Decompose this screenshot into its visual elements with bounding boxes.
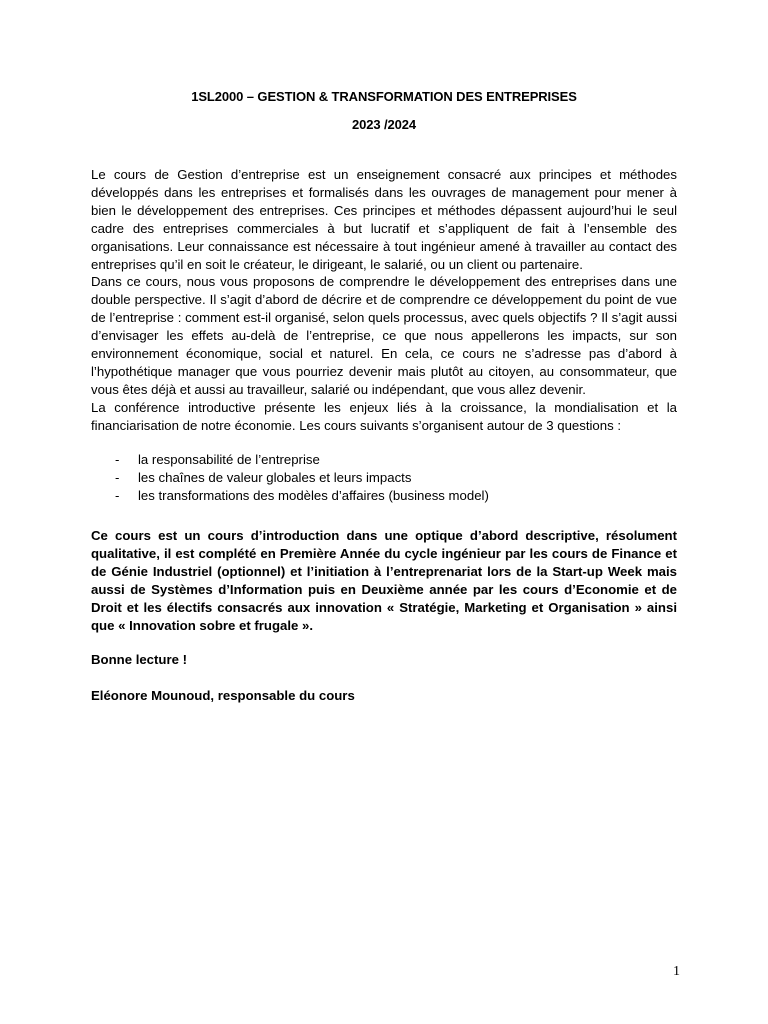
list-item (91, 451, 677, 469)
signature: Eléonore Mounoud, responsable du cours (91, 688, 355, 703)
bullet-marker: - (115, 487, 120, 503)
intro-text (91, 166, 677, 435)
questions-list (91, 451, 677, 505)
list-item-text: la responsabilité de l’entreprise (138, 452, 320, 467)
list-item (91, 469, 677, 487)
bullet-marker: - (115, 469, 120, 485)
paragraph-2: Dans ce cours, nous vous proposons de comprendre le développement des entreprises dans une double perspective. Il s’agit d’abord de décrire et de comprendre ce développement du point de vue de l’entreprise : comment est-il organisé, selon quels processus, avec quels objectifs ? Il s’agit aussi d’envisager les effets au-delà de l’entreprise, ce que nous appellerons les impacts, sur son environnement économique, social et naturel. En cela, ce cours ne s’adresse pas d’abord à l’hypothétique manager que vous pourriez devenir mais plutôt au citoyen, au consommateur, que vous êtes déjà et aussi au travailleur, salarié ou indépendant, que vous allez devenir. (91, 274, 677, 397)
page-number: 1 (673, 964, 680, 979)
bullet-marker: - (115, 452, 120, 467)
paragraph-1: Le cours de Gestion d’entreprise est un enseignement consacré aux principes et méthodes développés dans les entreprises et formalisés dans les ouvrages de management pour mener à bien le développement des entreprises. Ces principes et méthodes dépassent aujourd’hui le seul cadre des entreprises commerciales à but lucratif et s’appliquent de fait à l’ensemble des organisations. Leur connaissance est nécessaire à tout ingénieur amené à travailler au contact des entreprises qu’il en soit le créateur, le dirigeant, le salarié, ou un client ou partenaire. (91, 167, 677, 272)
document-year: 2023 /2024 (351, 117, 417, 132)
closing-text: Bonne lecture ! (91, 652, 187, 667)
list-item-text: les chaînes de valeur globales et leurs impacts (138, 469, 412, 485)
bold-paragraph: Ce cours est un cours d’introduction dans une optique d’abord descriptive, résolument qualitative, il est complété en Première Année du cycle ingénieur par les cours de Finance et de Génie Industriel (optionnel) et l’initiation à l’entreprenariat lors de la Start-up Week mais aussi de Systèmes d’Information puis en Deuxième année par les cours d’Economie et de Droit et les électifs consacrés aux innovation « Stratégie, Marketing et Organisation » ainsi que « Innovation sobre et frugale ». (91, 528, 677, 633)
list-item (91, 487, 677, 505)
document-title: 1SL2000 – GESTION & TRANSFORMATION DES ENTREPRISES (191, 89, 577, 104)
paragraph-3: La conférence introductive présente les enjeux liés à la croissance, la mondialisation et la financiarisation de notre économie. Les cours suivants s’organisent autour de 3 questions : (91, 399, 677, 433)
list-item-text: les transformations des modèles d’affaires (business model) (138, 487, 489, 503)
